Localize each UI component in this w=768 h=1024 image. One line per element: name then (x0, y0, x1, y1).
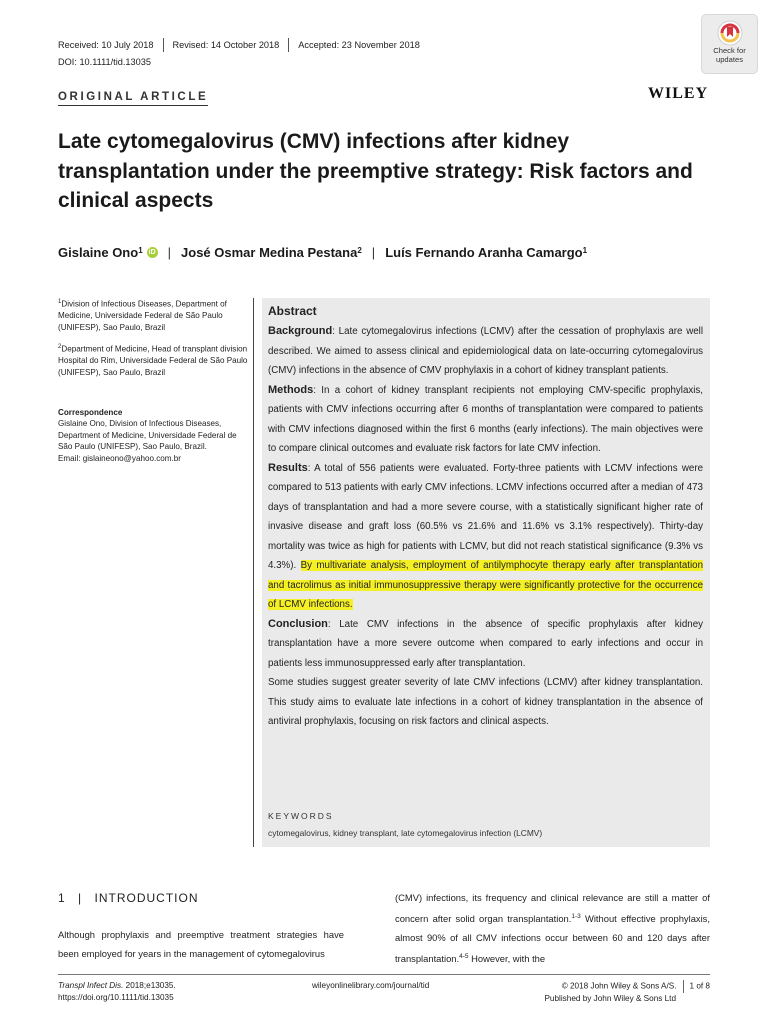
divider (683, 980, 684, 993)
paper-title: Late cytomegalovirus (CMV) infections after kidney transplantation under the preemptive strategy: Risk factors and clinical aspects (58, 130, 693, 212)
footer-website-link[interactable]: wileyonlinelibrary.com/journal/tid (312, 981, 430, 990)
highlighted-text: By multivariate analysis, employment of antilymphocyte therapy early after transplantation and tacrolimus as initial immunosuppressive therapy were significantly protective for the occurrence of LCMV infections. (268, 560, 703, 610)
footer-divider (58, 974, 710, 975)
correspondence-heading: Correspondence (58, 408, 123, 417)
divider (163, 38, 164, 52)
column-divider (253, 298, 254, 847)
author-list (58, 245, 587, 260)
divider: | (167, 245, 172, 260)
crossmark-icon (717, 20, 743, 46)
affil-text: Department of Medicine, Head of transplant division Hospital do Rim, Universidade Federal de São Paulo (UNIFESP), Sao Paulo, Brazil (58, 344, 248, 377)
journal-name: Transpl Infect Dis. (58, 981, 124, 990)
footer-citation: Transpl Infect Dis. 2018;e13035. https://doi.org/10.1111/tid.13035 (58, 981, 176, 1002)
section-heading (58, 891, 199, 905)
author-name: Luís Fernando Aranha Camargo (385, 245, 583, 260)
divider (288, 38, 289, 52)
affiliation-2 (58, 342, 248, 378)
check-updates-label: Check for (713, 46, 746, 55)
author-affil-sup: 1 (138, 246, 143, 255)
abstract-conclusion: Conclusion: Late CMV infections in the absence of specific prophylaxis after kidney transplantation have a more severe outcome when compared to early infections and occur in patients less immunosuppressed early after transplantation. (268, 617, 703, 669)
citation-ref[interactable]: 4-5 (459, 953, 469, 961)
page-number: 1 of 8 (689, 981, 710, 991)
correspondence-email[interactable]: Email: gislaineono@yahoo.com.br (58, 453, 181, 463)
abstract-methods: Methods: In a cohort of kidney transplant recipients not employing CMV-specific prophylaxis, patients with CMV infections occurring after 6 months of transplantation were compared to patients with CMV infections diagnosed within the first 6 months (early infections). The main objectives were to compare clinical outcomes and evaluate risk factors for late CMV infection. (268, 383, 703, 454)
received-date: Received: 10 July 2018 (58, 40, 154, 50)
affiliation-1 (58, 297, 248, 333)
affil-sup: 1 (58, 299, 62, 305)
check-updates-label: updates (715, 54, 744, 64)
author-name: Gislaine Ono (58, 245, 139, 260)
section-title: INTRODUCTION (94, 891, 199, 905)
affil-text: Division of Infectious Diseases, Department of Medicine, Universidade Federal de São Paulo (UNIFESP), Sao Paulo, Brazil (58, 299, 227, 332)
article-dates (58, 38, 420, 52)
check-for-updates-button[interactable] (701, 14, 758, 74)
doi: DOI: 10.1111/tid.13035 (58, 57, 151, 67)
orcid-icon[interactable]: iD (148, 249, 156, 256)
keywords-title: KEYWORDS (268, 811, 334, 821)
abstract-results: Results: A total of 556 patients were evaluated. Forty-three patients with LCMV infections were compared to 513 patients with early CMV infections. LCMV infections occurred after a median of 473 days of transplantation and had a more severe course, with a statistically significant higher rate of invasive disease and graft loss (60.5% vs 21.6% and 11.6% vs 3.1% respectively). Thirty-day mortality was twice as high for patients with LCMV, but did not reach statistical significance (9.3% vs 4.3%). By multivariate analysis, employment of antilymphocyte therapy early after transplantation and tacrolimus as initial immunosuppressive therapy were significantly protective for the occurrence of LCMV infections. (268, 461, 703, 610)
correspondence (58, 407, 248, 464)
intro-left-column: Although prophylaxis and preemptive treatment strategies have been employed for years in the management of cytomegalovirus (58, 929, 344, 959)
article-type: ORIGINAL ARTICLE (58, 91, 208, 106)
author-affil-sup: 2 (357, 246, 362, 255)
abstract-summary: Some studies suggest greater severity of late CMV infections (LCMV) after kidney transplantation. This study aims to evaluate late infections in a cohort of kidney transplantation in the absence of antiviral prophylaxis, focusing on risk factors and clinical aspects. (268, 677, 703, 727)
keywords-list: cytomegalovirus, kidney transplant, late cytomegalovirus infection (LCMV) (268, 828, 543, 838)
intro-right-column: (CMV) infections, its frequency and clinical relevance are still a matter of concern after solid organ transplantation.$^{1-3}$ Without effective prophylaxis, almost 90% of all CMV infections occur between 60 and 120 days after transplantation.$^{4-5}$ However, with the (395, 892, 710, 965)
footer-copyright: © 2018 John Wiley & Sons A/S. 1 of 8 Published by John Wiley & Sons Ltd (544, 981, 710, 1003)
divider: | (371, 245, 376, 260)
revised-date: Revised: 14 October 2018 (172, 40, 280, 50)
publisher-logo: WILEY (648, 85, 709, 102)
abstract-title: Abstract (268, 304, 317, 318)
divider: | (78, 891, 83, 905)
footer-doi-link[interactable]: https://doi.org/10.1111/tid.13035 (58, 993, 174, 1002)
abstract-body (268, 322, 703, 732)
affil-sup: 2 (58, 344, 62, 350)
correspondence-text: Gislaine Ono, Division of Infectious Diseases, Department of Medicine, Universidade Federal de São Paulo (UNIFESP), Sao Paulo, Brazil. (58, 419, 237, 452)
accepted-date: Accepted: 23 November 2018 (298, 40, 420, 50)
author-name: José Osmar Medina Pestana (181, 245, 358, 260)
section-number: 1 (58, 891, 66, 905)
citation-ref[interactable]: 1-3 (571, 913, 581, 920)
author-affil-sup: 1 (582, 246, 588, 255)
abstract-background: Background: Late cytomegalovirus infections (LCMV) after the cessation of prophylaxis are well described. We aimed to assess clinical and epidemiological data on late-occurring cytomegalovirus (CMV) infections in the absence of CMV prophylaxis in a cohort of kidney transplant patients. (268, 325, 703, 376)
